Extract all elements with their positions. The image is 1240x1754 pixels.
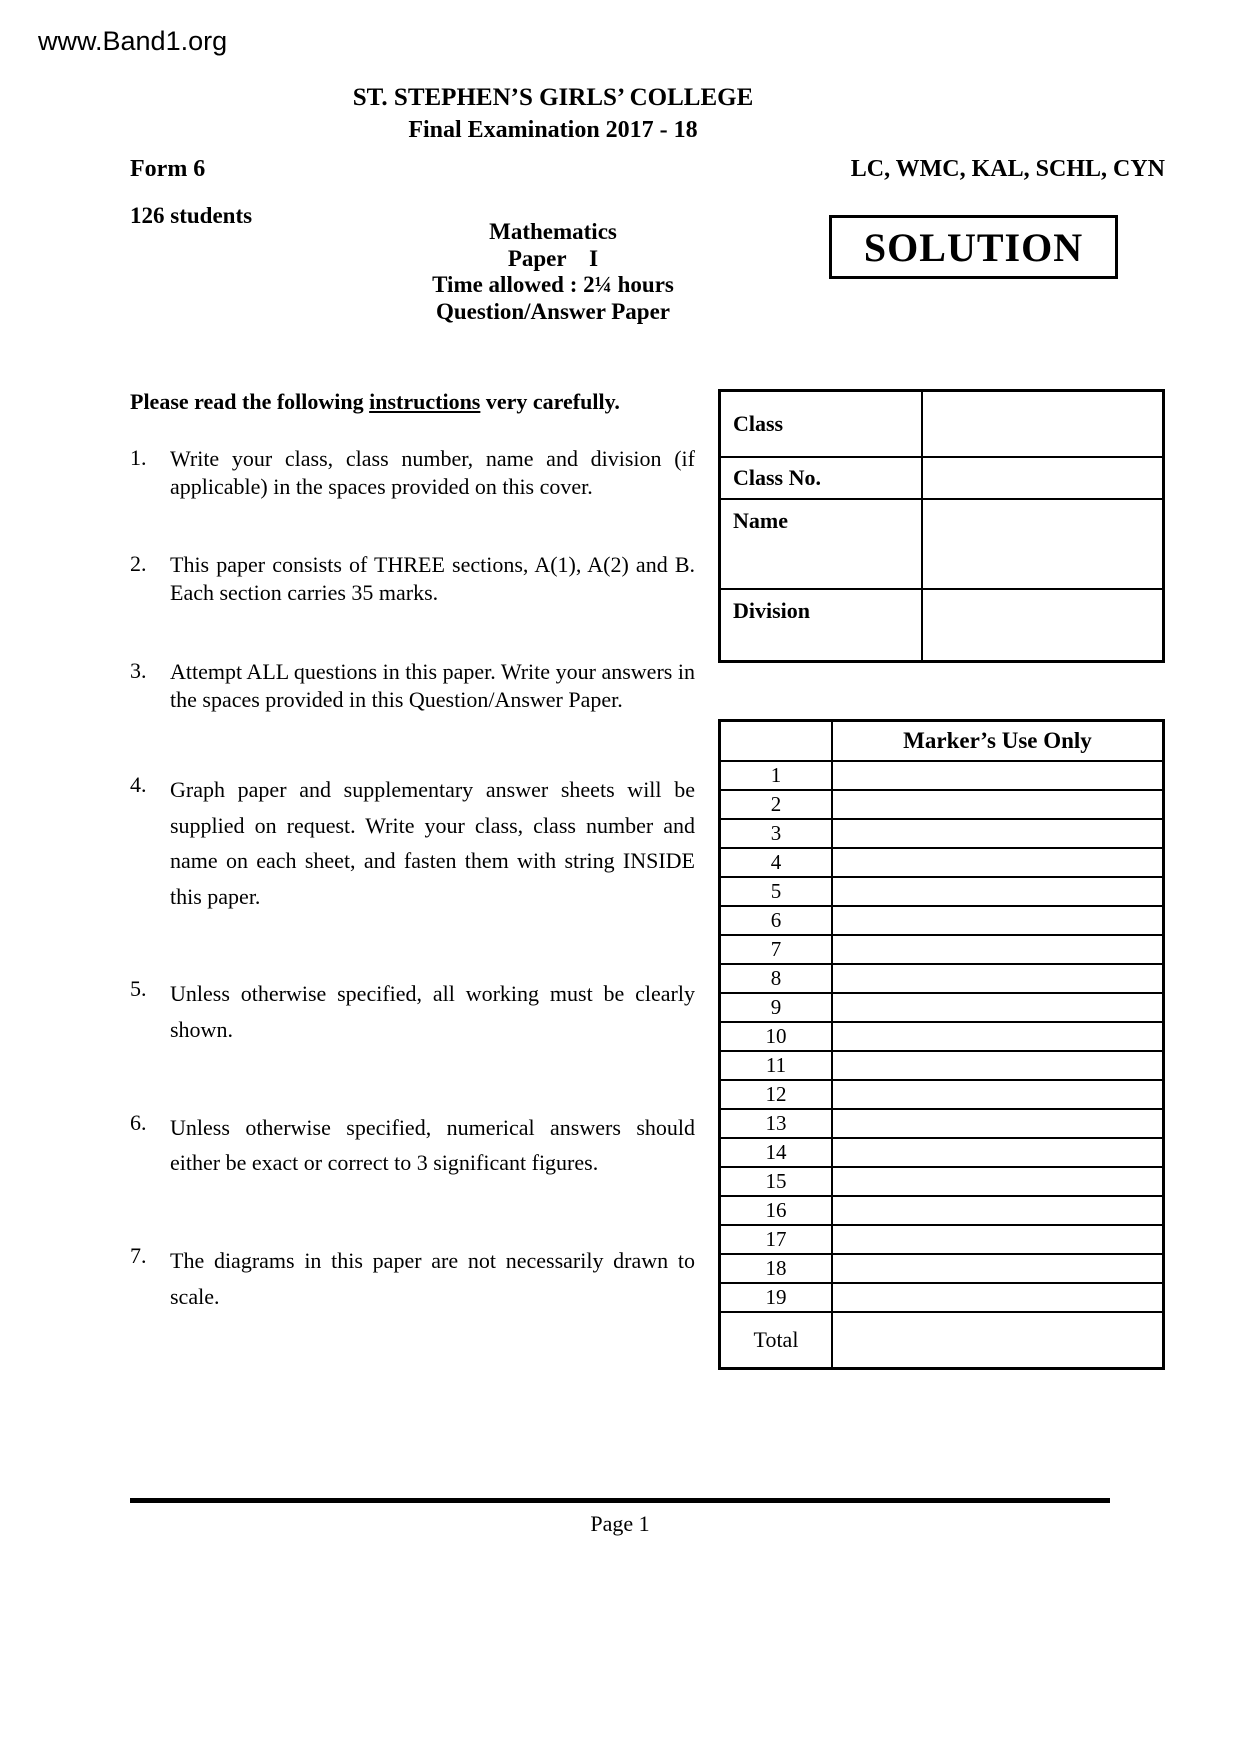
solution-label: SOLUTION xyxy=(863,224,1084,270)
marker-use-table xyxy=(718,719,1165,1370)
marker-score-cell xyxy=(833,1168,1162,1195)
instruction-item-6 xyxy=(130,1110,695,1181)
marker-row-number: 2 xyxy=(721,791,833,818)
instruction-text: Unless otherwise specified, numerical answers should either be exact or correct to 3 significant figures. xyxy=(170,1114,695,1176)
form-level: Form 6 xyxy=(130,156,206,182)
info-row-name xyxy=(721,500,1162,590)
instruction-item-2 xyxy=(130,551,695,607)
instruction-number: 4. xyxy=(130,771,147,797)
intro-underlined-word: instructions xyxy=(369,389,481,414)
marker-score-cell xyxy=(833,791,1162,818)
solution-box xyxy=(829,215,1118,279)
instruction-item-3 xyxy=(130,658,695,714)
marker-score-cell xyxy=(833,1081,1162,1108)
instruction-number: 1. xyxy=(130,445,147,470)
title-block xyxy=(130,0,976,144)
intro-before: Please read the following xyxy=(130,389,370,414)
paper-number: Paper I xyxy=(507,245,599,271)
marker-row-7 xyxy=(721,936,1162,965)
instruction-list xyxy=(130,445,695,1314)
marker-score-cell xyxy=(833,965,1162,992)
marker-row-9 xyxy=(721,994,1162,1023)
marker-score-cell xyxy=(833,1284,1162,1311)
instruction-text: This paper consists of THREE sections, A(1), A(2) and B. Each section carries 35 marks. xyxy=(170,552,695,606)
form-row xyxy=(130,156,1165,183)
marker-row-3 xyxy=(721,820,1162,849)
division-value-cell xyxy=(923,590,1162,660)
info-row-division xyxy=(721,590,1162,660)
instruction-text: Write your class, class number, name and division (if applicable) in the spaces provided on this cover. xyxy=(170,446,695,500)
marker-row-number: 1 xyxy=(721,762,833,789)
marker-score-cell xyxy=(833,849,1162,876)
instruction-number: 2. xyxy=(130,551,147,577)
marker-row-number: 8 xyxy=(721,965,833,992)
marker-row-number: 6 xyxy=(721,907,833,934)
marker-row-1 xyxy=(721,762,1162,791)
marker-row-6 xyxy=(721,907,1162,936)
marker-row-number: 7 xyxy=(721,936,833,963)
name-value-cell xyxy=(923,500,1162,588)
instruction-item-1 xyxy=(130,445,695,501)
marker-row-total xyxy=(721,1313,1162,1367)
instruction-item-4 xyxy=(130,772,695,915)
marker-row-number: 3 xyxy=(721,820,833,847)
marker-total-score-cell xyxy=(833,1313,1162,1367)
page-number: Page 1 xyxy=(590,1511,650,1536)
marker-row-number: 4 xyxy=(721,849,833,876)
instructions-column xyxy=(130,389,695,1314)
marker-score-cell xyxy=(833,907,1162,934)
main-content xyxy=(130,389,1165,1370)
marker-table-title: Marker’s Use Only xyxy=(903,728,1092,753)
marker-score-cell xyxy=(833,936,1162,963)
marker-row-19 xyxy=(721,1284,1162,1313)
school-name: ST. STEPHEN’S GIRLS’ COLLEGE xyxy=(352,84,754,111)
marker-row-number: 18 xyxy=(721,1255,833,1282)
marker-row-number: 19 xyxy=(721,1284,833,1311)
student-info-table xyxy=(718,389,1165,663)
instruction-number: 6. xyxy=(130,1109,147,1135)
marker-row-number: 15 xyxy=(721,1168,833,1195)
class-no-label: Class No. xyxy=(721,458,923,498)
marker-row-18 xyxy=(721,1255,1162,1284)
marker-row-10 xyxy=(721,1023,1162,1052)
class-label: Class xyxy=(721,392,923,456)
marker-score-cell xyxy=(833,878,1162,905)
class-codes: LC, WMC, KAL, SCHL, CYN xyxy=(850,156,1165,182)
time-allowed: Time allowed : 2¼ hours xyxy=(432,272,674,298)
instruction-number: 7. xyxy=(130,1242,147,1268)
instruction-number: 3. xyxy=(130,657,147,683)
marker-score-cell xyxy=(833,994,1162,1021)
marker-score-cell xyxy=(833,1052,1162,1079)
instruction-item-5 xyxy=(130,976,695,1047)
exam-title: Final Examination 2017 - 18 xyxy=(408,117,698,143)
marker-row-number: 9 xyxy=(721,994,833,1021)
marker-score-cell xyxy=(833,1255,1162,1282)
marker-header-row xyxy=(721,722,1162,762)
marker-total-label: Total xyxy=(721,1313,833,1367)
marker-row-number: 12 xyxy=(721,1081,833,1108)
marker-score-cell xyxy=(833,1023,1162,1050)
footer-rule xyxy=(130,1498,1110,1503)
marker-row-13 xyxy=(721,1110,1162,1139)
class-value-cell xyxy=(923,392,1162,456)
marker-row-2 xyxy=(721,791,1162,820)
marker-score-cell xyxy=(833,820,1162,847)
mid-row xyxy=(130,189,1165,351)
marker-row-number: 17 xyxy=(721,1226,833,1253)
class-no-value-cell xyxy=(923,458,1162,498)
marker-row-number: 5 xyxy=(721,878,833,905)
marker-row-8 xyxy=(721,965,1162,994)
marker-row-16 xyxy=(721,1197,1162,1226)
instruction-text: Graph paper and supplementary answer sheets will be supplied on request. Write your class, class number and name on each sheet, and fasten them with string INSIDE this paper. xyxy=(170,776,695,909)
tables-column xyxy=(718,389,1165,1370)
instructions-intro xyxy=(130,389,695,415)
marker-score-cell xyxy=(833,1226,1162,1253)
info-row-class xyxy=(721,392,1162,458)
marker-score-cell xyxy=(833,762,1162,789)
watermark-text: www.Band1.org xyxy=(38,26,228,56)
marker-row-11 xyxy=(721,1052,1162,1081)
student-count: 126 students xyxy=(130,203,253,228)
paper-type: Question/Answer Paper xyxy=(435,299,671,325)
marker-header-empty-cell xyxy=(721,722,833,760)
marker-row-number: 11 xyxy=(721,1052,833,1079)
marker-row-number: 13 xyxy=(721,1110,833,1137)
instruction-number: 5. xyxy=(130,976,147,1002)
division-label: Division xyxy=(721,590,923,660)
instruction-text: Unless otherwise specified, all working must be clearly shown. xyxy=(170,981,695,1043)
marker-row-number: 10 xyxy=(721,1023,833,1050)
instruction-item-7 xyxy=(130,1243,695,1314)
intro-after: very carefully. xyxy=(480,389,620,414)
marker-row-17 xyxy=(721,1226,1162,1255)
marker-row-number: 16 xyxy=(721,1197,833,1224)
marker-row-12 xyxy=(721,1081,1162,1110)
marker-score-cell xyxy=(833,1110,1162,1137)
name-label: Name xyxy=(721,500,923,588)
marker-row-15 xyxy=(721,1168,1162,1197)
subject-name: Mathematics xyxy=(489,219,617,244)
page-footer xyxy=(130,1498,1110,1537)
marker-score-cell xyxy=(833,1197,1162,1224)
marker-row-number: 14 xyxy=(721,1139,833,1166)
instruction-text: The diagrams in this paper are not necessarily drawn to scale. xyxy=(170,1247,695,1309)
instruction-text: Attempt ALL questions in this paper. Write your answers in the spaces provided in this Question/Answer Paper. xyxy=(170,658,695,712)
marker-row-4 xyxy=(721,849,1162,878)
marker-row-5 xyxy=(721,878,1162,907)
marker-row-14 xyxy=(721,1139,1162,1168)
marker-score-cell xyxy=(833,1139,1162,1166)
info-row-class-no xyxy=(721,458,1162,500)
